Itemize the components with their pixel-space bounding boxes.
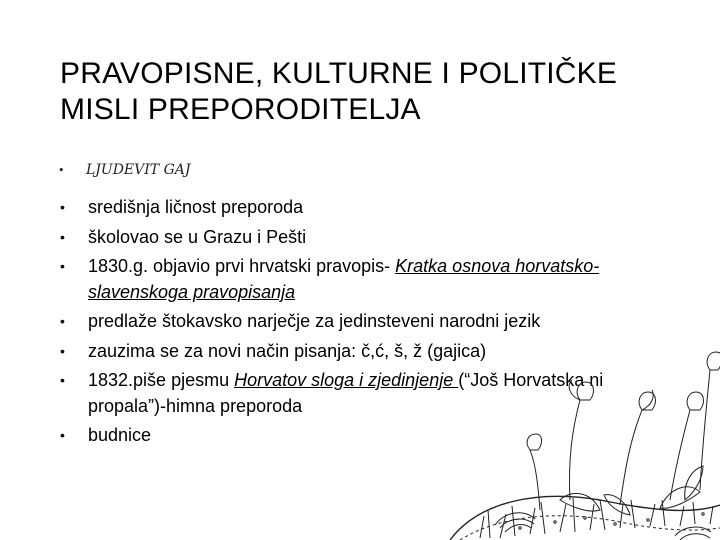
list-item: • zauzima se za novi način pisanja: č,ć, š, ž (gajica)	[60, 341, 487, 361]
subtitle-bullet: •	[58, 164, 65, 177]
list-item: • 1832.piše pjesmu Horvatov sloga i zjedinjenje (“Još Horvatska ni propala”)-himna preporoda	[60, 370, 604, 416]
list-item: • budnice	[60, 425, 152, 445]
subtitle-text: LJUDEVIT GAJ	[86, 162, 191, 178]
list-item: • 1830.g. objavio prvi hrvatski pravopis- Kratka osnova horvatsko-slavenskoga pravopisanja	[60, 256, 600, 302]
song-title-link: Horvatov sloga i zjedinjenje	[234, 370, 459, 390]
list-item: • središnja ličnost preporoda	[60, 197, 304, 217]
list-item: • školovao se u Grazu i Pešti	[60, 227, 307, 247]
title-line-2: MISLI PREPORODITELJA	[60, 93, 421, 126]
list-item: • predlaže štokavsko narječje za jedinsteveni narodni jezik	[60, 311, 541, 331]
flower-meadow-icon	[420, 300, 720, 540]
book-title-link: Kratka osnova horvatsko-slavenskoga pravopisanja	[88, 256, 600, 302]
title-line-1: PRAVOPISNE, KULTURNE I POLITIČKE	[60, 57, 618, 90]
slide-title	[60, 56, 700, 128]
subtitle	[58, 162, 191, 178]
